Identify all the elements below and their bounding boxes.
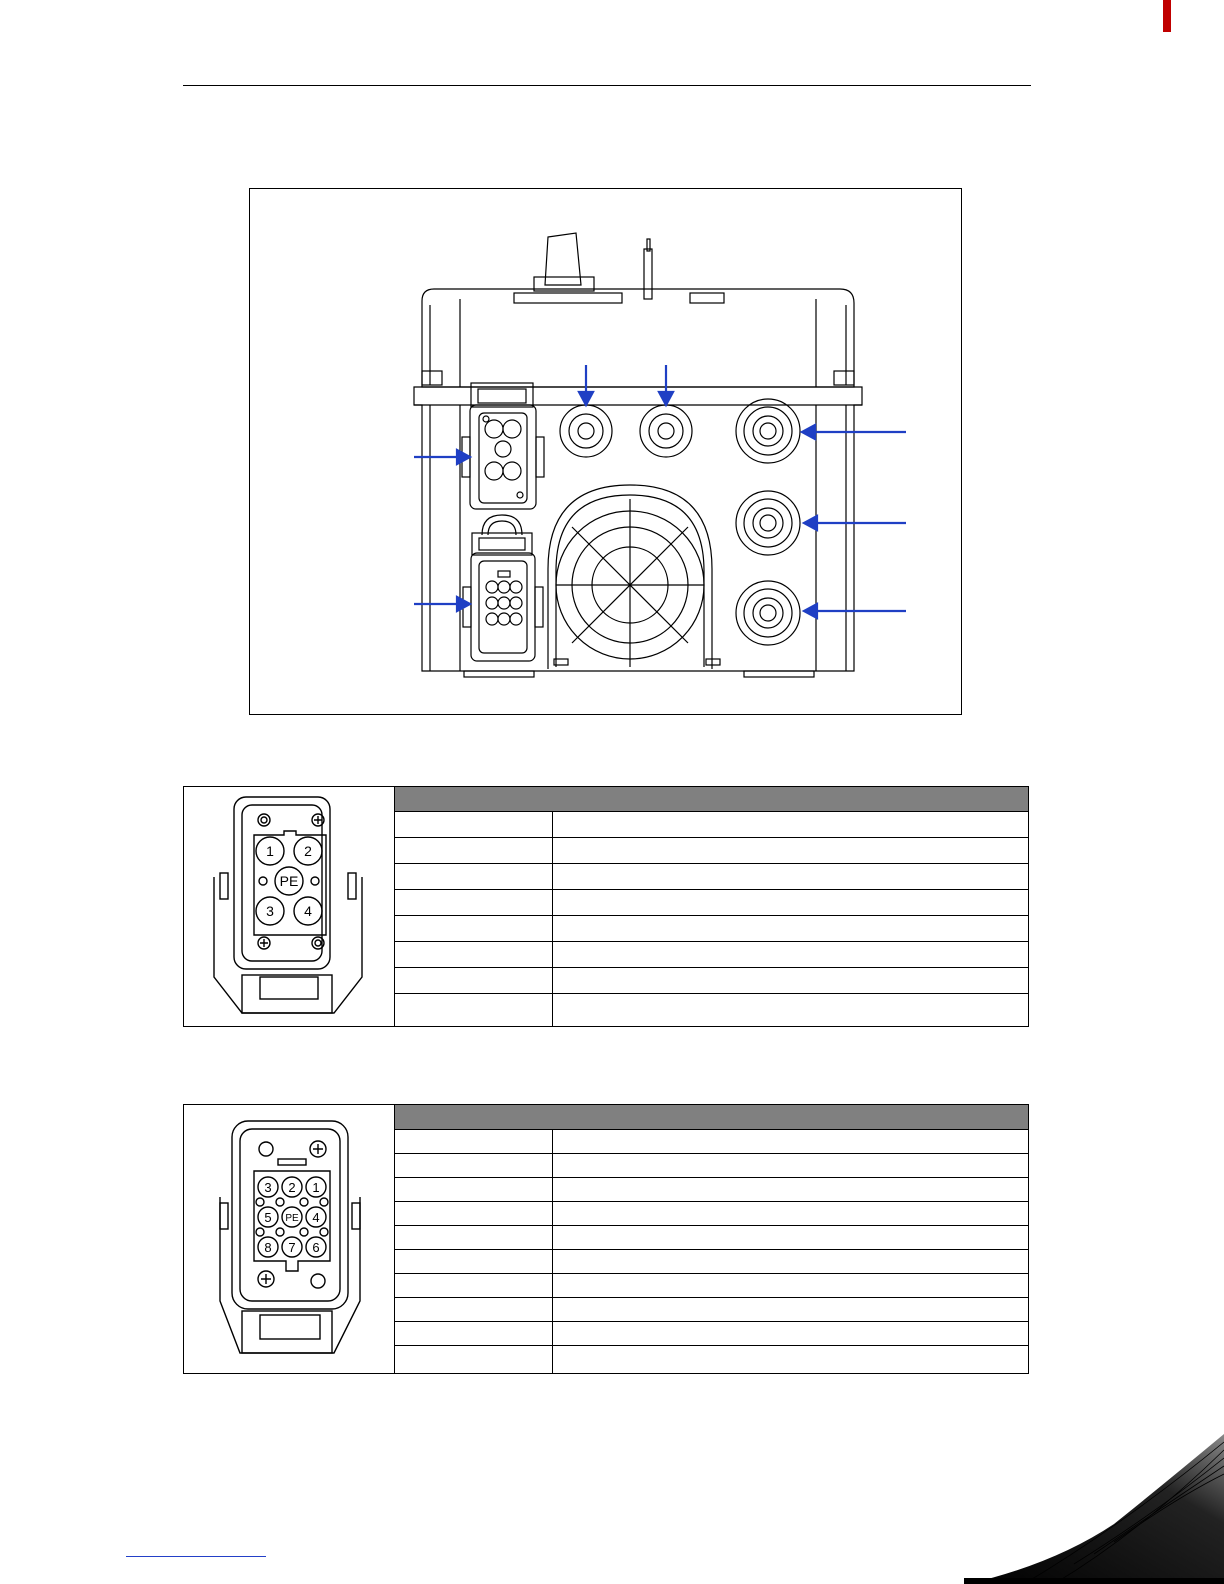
table-header	[395, 1105, 1028, 1130]
power-connector-pin-grid	[395, 787, 1028, 1026]
pin-label: 2	[288, 1180, 296, 1195]
description-cell	[553, 1346, 1028, 1373]
table-row	[395, 1250, 1028, 1274]
arrow-top-left	[579, 365, 593, 405]
pin-cell	[395, 1250, 553, 1273]
pin-label: 7	[288, 1240, 296, 1255]
pin-label: 5	[264, 1210, 272, 1225]
pin-cell	[395, 1274, 553, 1297]
table-row	[395, 1346, 1028, 1373]
pin-label: 1	[312, 1180, 320, 1195]
table-row	[395, 942, 1028, 968]
header-rule	[183, 85, 1031, 86]
pin-cell	[395, 812, 553, 837]
pin-label: 4	[304, 903, 312, 919]
description-cell	[553, 1274, 1028, 1297]
description-cell	[553, 942, 1028, 967]
arrow-right-middle	[804, 516, 906, 530]
description-cell	[553, 916, 1028, 941]
table-row	[395, 812, 1028, 838]
description-cell	[553, 1202, 1028, 1225]
pin-label: PE	[285, 1213, 299, 1224]
pin-label: 8	[264, 1240, 272, 1255]
power-connector-table	[183, 786, 1029, 1027]
description-cell	[553, 1178, 1028, 1201]
description-cell	[553, 1154, 1028, 1177]
table-row	[395, 1178, 1028, 1202]
description-cell	[553, 968, 1028, 993]
table-row	[395, 1130, 1028, 1154]
pin-cell	[395, 1298, 553, 1321]
table-row	[395, 890, 1028, 916]
drive-front-view-drawing	[250, 189, 963, 716]
arrow-right-bottom	[804, 604, 906, 618]
drive-front-view-figure	[249, 188, 962, 715]
table-row	[395, 1202, 1028, 1226]
description-cell	[553, 812, 1028, 837]
table-row	[395, 1274, 1028, 1298]
table-row	[395, 838, 1028, 864]
pin-cell	[395, 1226, 553, 1249]
pin-label: PE	[279, 873, 299, 889]
pin-cell	[395, 838, 553, 863]
table-row	[395, 1322, 1028, 1346]
description-cell	[553, 890, 1028, 915]
arrow-top-right	[659, 365, 673, 405]
description-cell	[553, 864, 1028, 889]
power-connector-drawing	[184, 787, 395, 1026]
control-connector-table	[183, 1104, 1029, 1374]
table-row	[395, 1154, 1028, 1178]
description-cell	[553, 1130, 1028, 1153]
description-cell	[553, 838, 1028, 863]
control-connector-image	[184, 1105, 395, 1373]
pin-cell	[395, 1178, 553, 1201]
table-row	[395, 864, 1028, 890]
description-cell	[553, 1250, 1028, 1273]
pin-cell	[395, 994, 553, 1026]
table-row	[395, 994, 1028, 1026]
table-header	[395, 787, 1028, 812]
pin-cell	[395, 968, 553, 993]
control-connector-pin-grid	[395, 1105, 1028, 1373]
power-connector-image	[184, 787, 395, 1026]
pin-label: 2	[304, 843, 312, 859]
table-row	[395, 1298, 1028, 1322]
pin-cell	[395, 1346, 553, 1373]
pin-cell	[395, 1202, 553, 1225]
pin-cell	[395, 864, 553, 889]
table-row	[395, 1226, 1028, 1250]
pin-cell	[395, 916, 553, 941]
description-cell	[553, 1226, 1028, 1249]
control-connector-drawing	[184, 1105, 395, 1373]
pin-label: 6	[312, 1240, 320, 1255]
pin-cell	[395, 1154, 553, 1177]
pin-cell	[395, 1322, 553, 1345]
pin-cell	[395, 942, 553, 967]
pin-label: 3	[266, 903, 274, 919]
pin-cell	[395, 890, 553, 915]
page-tab-marker	[1163, 0, 1171, 32]
footer-link-underline[interactable]	[126, 1556, 266, 1557]
description-cell	[553, 1322, 1028, 1345]
table-row	[395, 916, 1028, 942]
brand-swoosh-graphic	[904, 1414, 1224, 1584]
pin-label: 4	[312, 1210, 320, 1225]
table-row	[395, 968, 1028, 994]
description-cell	[553, 1298, 1028, 1321]
pin-label: 1	[266, 843, 274, 859]
description-cell	[553, 994, 1028, 1026]
pin-cell	[395, 1130, 553, 1153]
pin-label: 3	[264, 1180, 272, 1195]
